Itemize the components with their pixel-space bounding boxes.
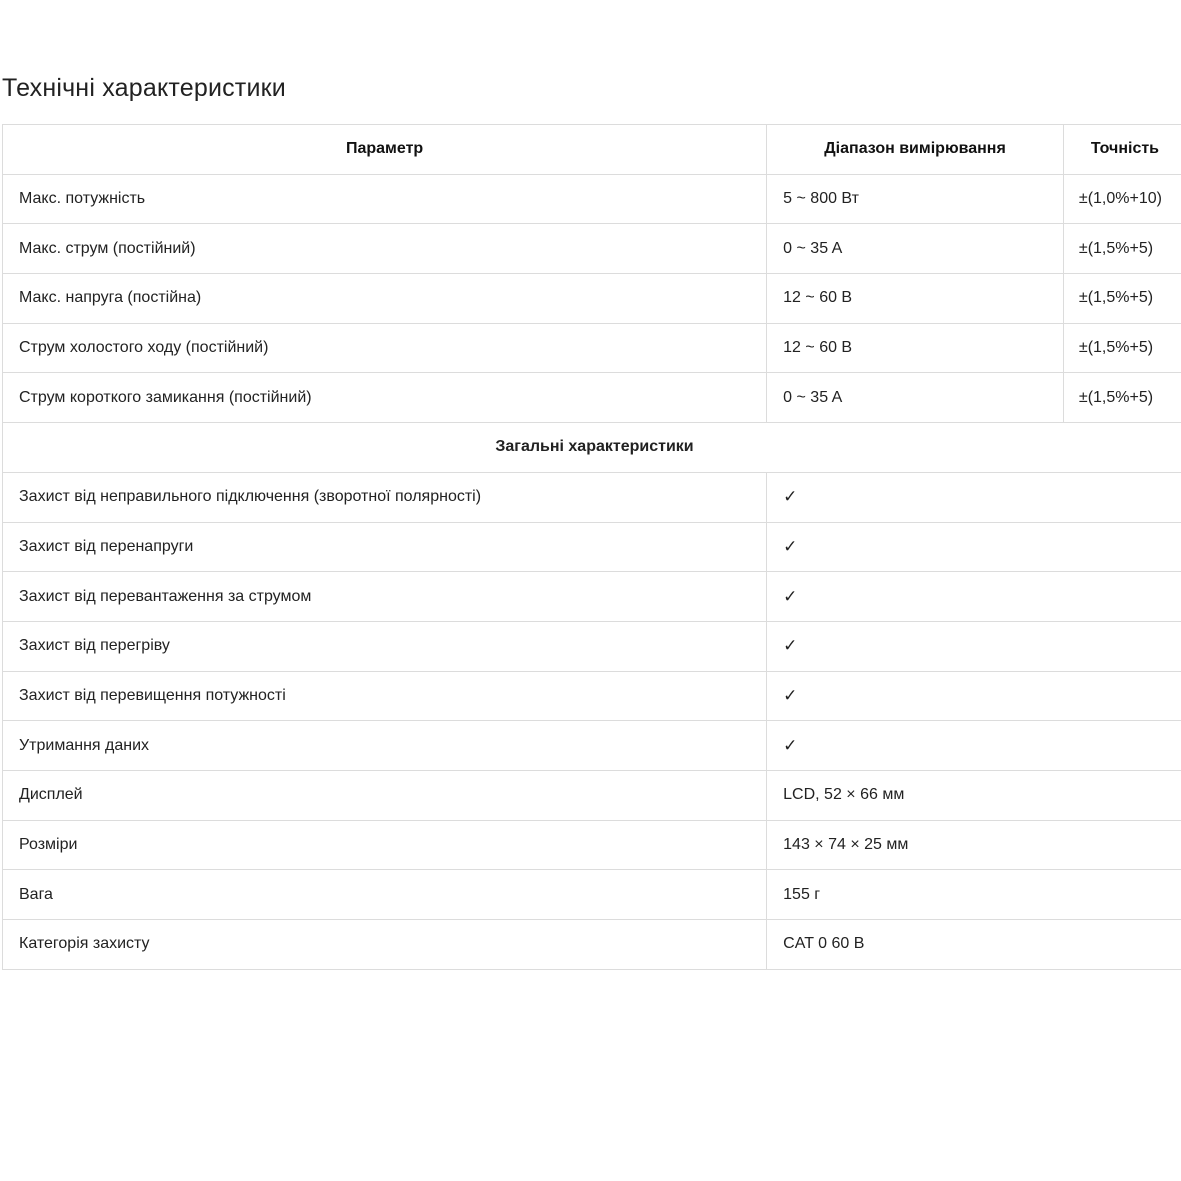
section-header-row (3, 423, 1181, 473)
table-row (3, 373, 1181, 423)
row-value: CAT 0 60 В (767, 920, 1181, 970)
row-param: Захист від перегріву (3, 621, 767, 671)
row-param: Захист від перенапруги (3, 522, 767, 572)
table-row (3, 522, 1181, 572)
table-row (3, 671, 1181, 721)
row-value: ✓ (767, 621, 1181, 671)
table-row (3, 472, 1181, 522)
row-param: Категорія захисту (3, 920, 767, 970)
row-accuracy: ±(1,5%+5) (1063, 323, 1181, 373)
table-row (3, 820, 1181, 870)
header-param: Параметр (3, 125, 767, 175)
table-row (3, 174, 1181, 224)
table-row (3, 721, 1181, 771)
general-section-title: Загальні характеристики (3, 423, 1181, 473)
row-value: ✓ (767, 671, 1181, 721)
table-row (3, 572, 1181, 622)
row-value: ✓ (767, 572, 1181, 622)
row-param: Захист від перевищення потужності (3, 671, 767, 721)
table-row (3, 323, 1181, 373)
row-value: ✓ (767, 522, 1181, 572)
row-param: Макс. напруга (постійна) (3, 274, 767, 324)
row-param: Вага (3, 870, 767, 920)
row-range: 5 ~ 800 Вт (767, 174, 1064, 224)
table-header-row (3, 125, 1181, 175)
row-param: Утримання даних (3, 721, 767, 771)
row-param: Струм короткого замикання (постійний) (3, 373, 767, 423)
specifications-table (2, 124, 1181, 970)
page-title: Технічні характеристики (2, 74, 286, 102)
table-row (3, 274, 1181, 324)
row-param: Дисплей (3, 770, 767, 820)
row-param: Струм холостого ходу (постійний) (3, 323, 767, 373)
table-row (3, 224, 1181, 274)
row-value: ✓ (767, 721, 1181, 771)
row-range: 0 ~ 35 A (767, 224, 1064, 274)
row-range: 12 ~ 60 В (767, 323, 1064, 373)
row-param: Макс. струм (постійний) (3, 224, 767, 274)
row-value: 143 × 74 × 25 мм (767, 820, 1181, 870)
table-row (3, 770, 1181, 820)
table-row (3, 920, 1181, 970)
row-param: Захист від перевантаження за струмом (3, 572, 767, 622)
table-row (3, 621, 1181, 671)
row-param: Макс. потужність (3, 174, 767, 224)
header-accuracy: Точність (1063, 125, 1181, 175)
row-accuracy: ±(1,5%+5) (1063, 373, 1181, 423)
row-accuracy: ±(1,5%+5) (1063, 274, 1181, 324)
row-range: 0 ~ 35 A (767, 373, 1064, 423)
row-accuracy: ±(1,5%+5) (1063, 224, 1181, 274)
row-value: 155 г (767, 870, 1181, 920)
row-value: LCD, 52 × 66 мм (767, 770, 1181, 820)
row-param: Розміри (3, 820, 767, 870)
row-value: ✓ (767, 472, 1181, 522)
row-accuracy: ±(1,0%+10) (1063, 174, 1181, 224)
row-param: Захист від неправильного підключення (зворотної полярності) (3, 472, 767, 522)
row-range: 12 ~ 60 В (767, 274, 1064, 324)
header-range: Діапазон вимірювання (767, 125, 1064, 175)
table-row (3, 870, 1181, 920)
